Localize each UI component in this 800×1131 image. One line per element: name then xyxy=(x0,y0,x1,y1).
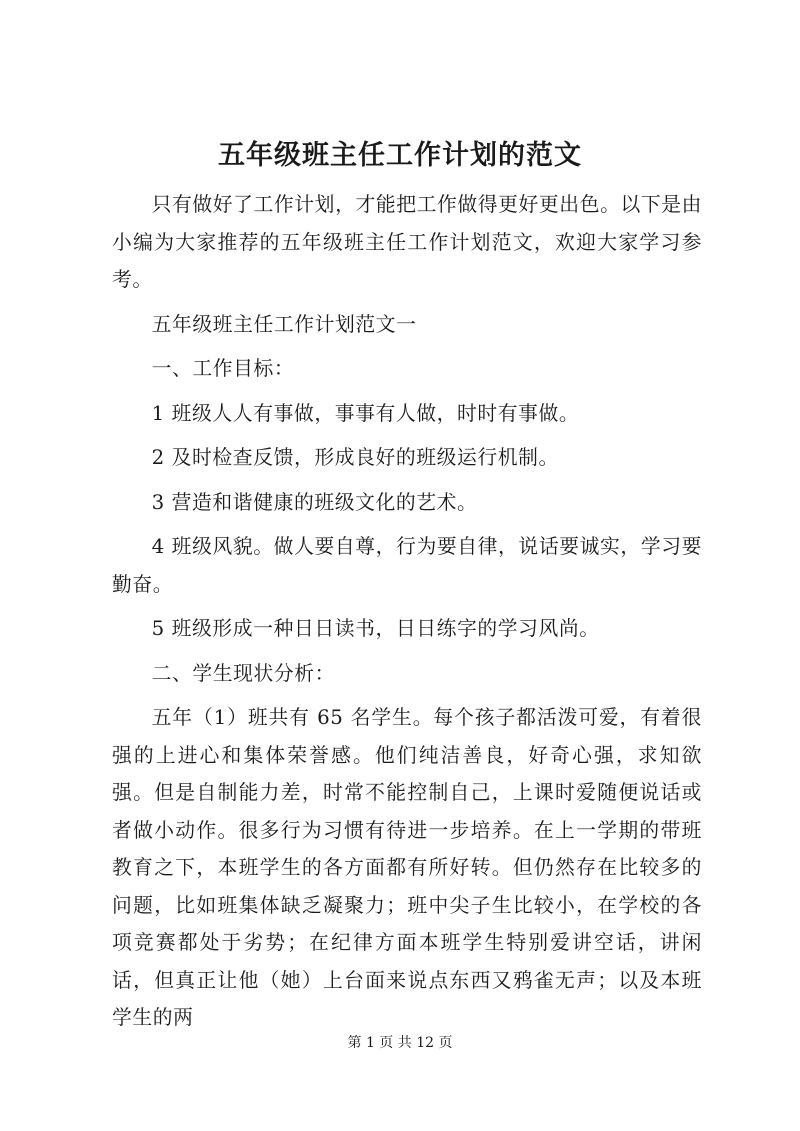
goal-item-4: 4 班级风貌。做人要自尊，行为要自律，说话要诚实，学习要勤奋。 xyxy=(112,535,702,596)
goal-item-2: 2 及时检查反馈，形成良好的班级运行机制。 xyxy=(151,446,559,469)
page-footer xyxy=(0,1033,800,1053)
heading-student-analysis: 二、学生现状分析： xyxy=(151,661,336,685)
heading-work-goals: 一、工作目标： xyxy=(151,357,295,380)
student-analysis-paragraph: 五年（1）班共有 65 名学生。每个孩子都活泼可爱，有着很强的上进心和集体荣誉感。他们纯洁善良，好奇心强，求知欲强。但是自制能力差，时常不能控制自己，上课时爱随便说话或者做小动作。很多行为习惯有待进一步培养。在上一学期的带班教育之下，本班学生的各方面都有所好转。但仍然存在比较多的问题，比如班集体缺乏凝聚力；班中尖子生比较小，在学校的各项竞赛都处于劣势；在纪律方面本班学生特别爱讲空话，讲闲话，但真正让他（她）上台面来说点东西又鸦雀无声；以及本班学生的两 xyxy=(112,706,702,1029)
page-number: 第 1 页 共 12 页 xyxy=(347,1035,453,1051)
goal-item-5: 5 班级形成一种日日读书，日日练字的学习风尚。 xyxy=(151,617,600,640)
document-title: 五年级班主任工作计划的范文 xyxy=(218,140,582,171)
section-heading-sample-one: 五年级班主任工作计划范文一 xyxy=(151,312,417,336)
goal-item-3: 3 营造和谐健康的班级文化的艺术。 xyxy=(151,490,478,514)
goal-item-1: 1 班级人人有事做，事事有人做，时时有事做。 xyxy=(151,401,580,425)
intro-paragraph: 只有做好了工作计划，才能把工作做得更好更出色。以下是由小编为大家推荐的五年级班主任工作计划范文，欢迎大家学习参考。 xyxy=(112,193,702,291)
document-body xyxy=(112,186,702,1044)
